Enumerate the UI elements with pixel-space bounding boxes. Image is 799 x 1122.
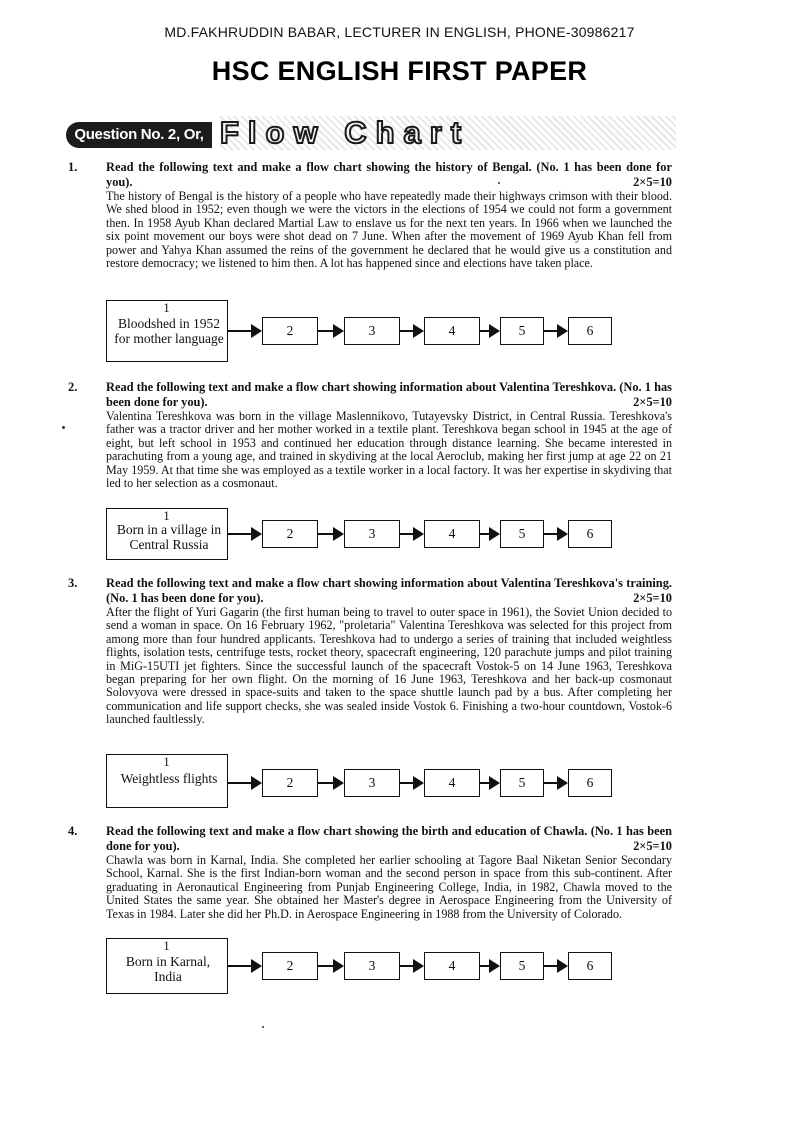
question-number: 1. (68, 160, 78, 174)
flow-step-3: 3 (344, 769, 400, 797)
question-label: Question No. 2, Or, (66, 122, 212, 148)
flow-step-5: 5 (500, 317, 544, 345)
flow-step-3: 3 (344, 317, 400, 345)
question-instruction: Read the following text and make a flow chart showing the birth and education of Chawla. (No. 1 has been done for you). (106, 824, 672, 853)
flow-step-3: 3 (344, 520, 400, 548)
flow-step-5: 5 (500, 520, 544, 548)
flow-step-text: Born in Karnal, India (125, 954, 211, 984)
flow-step-text: Weightless flights (120, 771, 218, 786)
question-passage: The history of Bengal is the history of a people who have repeatedly made their highways crimson with their blood. We shed blood in 1952; even though we were the victors in the elections of 1954 we could not form a government then. In 1958 Ayub Khan declared Martial Law to enslave us for the next ten years. In 1966 when we launched the six point movement our boys were shot dead on 7 June. When after the movement of 1969 Ayub Khan fell from power and Yahya Khan assumed the reins of the government he declared that he would give us a constitution and restore democracy; we listened to him then. A lot has happened since and elections have taken place. (106, 189, 672, 271)
flow-arrow (228, 960, 262, 972)
flow-step-2: 2 (262, 769, 318, 797)
flow-arrow (480, 325, 500, 337)
question-instruction: Read the following text and make a flow chart showing information about Valentina Tereshkova. (No. 1 has been done for you). (106, 380, 672, 409)
flow-arrow (400, 777, 424, 789)
marks-label: 2×5=10 (633, 839, 672, 853)
flow-step-number: 1 (163, 755, 170, 769)
document-title: HSC ENGLISH FIRST PAPER (211, 56, 588, 86)
flow-arrow (318, 960, 344, 972)
flow-chart (106, 938, 626, 1002)
flow-step-5: 5 (500, 769, 544, 797)
question-number: 4. (68, 824, 78, 838)
flow-arrow (544, 528, 568, 540)
question-instruction: Read the following text and make a flow chart showing information about Valentina Tereshkova's training. (No. 1 has been done for you). (106, 576, 672, 605)
flow-step-5: 5 (500, 952, 544, 980)
marks-label: 2×5=10 (633, 395, 672, 409)
question-number: 3. (68, 576, 78, 590)
scan-speck (498, 182, 500, 184)
section-banner (66, 115, 676, 150)
flow-step-2: 2 (262, 952, 318, 980)
flow-arrow (318, 777, 344, 789)
question-heading (106, 160, 672, 190)
flow-arrow (400, 960, 424, 972)
flow-step-4: 4 (424, 317, 480, 345)
flow-arrow (480, 960, 500, 972)
flow-step-6: 6 (568, 317, 612, 345)
flow-step-6: 6 (568, 952, 612, 980)
question-passage: After the flight of Yuri Gagarin (the first human being to travel to outer space in 1961), the Soviet Union decided to send a woman in space. On 16 February 1962, "proletaria" Valentina Tereshkova was selected for this project from among more than four hundred applicants. Tereshkova had to undergo a series of training that included weightless flights, isolation tests, centrifuge tests, rocket theory, spacecraft engineering, 120 parachute jumps and pilot training in MiG-15UTI jet fighters. Since the successful launch of the spacecraft Vostok-5 on 14 June 1963, Tereshkova began preparing for her own flight. On the morning of 16 June 1963, Tereshkova and her back-up cosmonaut Solovyova were dressed in space-suits and taken to the space shuttle launch pad by a bus. After completing her communication and life support checks, she was sealed inside Vostok 6. Finishing a two-hour countdown, Vostok-6 launched faultlessly. (106, 605, 672, 727)
flow-step-6: 6 (568, 520, 612, 548)
flow-step-4: 4 (424, 520, 480, 548)
flow-step-text: Bloodshed in 1952 for mother language (114, 316, 224, 346)
flow-step-number: 1 (163, 301, 170, 315)
flow-step-2: 2 (262, 520, 318, 548)
flow-arrow (228, 528, 262, 540)
flow-arrow (228, 777, 262, 789)
flow-chart (106, 754, 626, 818)
scan-speck (62, 426, 65, 429)
flow-step-number: 1 (163, 509, 170, 523)
question-heading (106, 380, 672, 410)
flow-step-4: 4 (424, 769, 480, 797)
flow-arrow (544, 325, 568, 337)
question-heading (106, 576, 672, 606)
flow-chart (106, 508, 626, 572)
question-instruction: Read the following text and make a flow chart showing the history of Bengal. (No. 1 has been done for you). (106, 160, 672, 189)
question-number: 2. (68, 380, 78, 394)
flow-step-1 (106, 754, 228, 808)
scan-speck (262, 1026, 264, 1028)
flow-step-1 (106, 300, 228, 362)
flow-step-1 (106, 508, 228, 560)
flow-arrow (318, 528, 344, 540)
question-passage: Chawla was born in Karnal, India. She completed her earlier schooling at Tagore Baal Niketan Senior Secondary School, Karnal. She is the first Indian-born woman and the second person in space from this sub-continent. After graduating in Aeronautical Engineering from Punjab Engineering College, India, in 1982, Chawla moved to the United States the same year. She obtained her Master's degree in Aerospace Engineering from the University of Texas in 1984. Later she did her Ph.D. in Aerospace Engineering in 1988 from the University of Colorado. (106, 853, 672, 921)
flow-arrow (480, 777, 500, 789)
flow-step-6: 6 (568, 769, 612, 797)
flow-step-3: 3 (344, 952, 400, 980)
flow-step-1 (106, 938, 228, 994)
question-passage: Valentina Tereshkova was born in the village Maslennikovo, Tutayevsky District, in Central Russia. Tereshkova's father was a tractor driver and her mother worked in a textile plant. Tereshkova began school in 1945 at the age of eight, but left school in 1953 and continued her education through distance learning. She became interested in parachuting from a young age, and trained in skydiving at the local Aeroclub, making her first jump at age 22 on 21 May 1959. At that time she was employed as a textile worker in a local factory. It was her expertise in skydiving that led to her selection as a cosmonaut. (106, 409, 672, 491)
flow-arrow (228, 325, 262, 337)
flow-step-text: Born in a village in Central Russia (116, 522, 222, 552)
question-heading (106, 824, 672, 854)
flow-arrow (400, 325, 424, 337)
flow-arrow (480, 528, 500, 540)
flow-step-2: 2 (262, 317, 318, 345)
marks-label: 2×5=10 (633, 175, 672, 189)
flow-arrow (544, 960, 568, 972)
marks-label: 2×5=10 (633, 591, 672, 605)
flow-arrow (544, 777, 568, 789)
flow-arrow (400, 528, 424, 540)
flow-arrow (318, 325, 344, 337)
flow-chart (106, 300, 626, 364)
section-heading: Flow Chart (220, 116, 676, 150)
flow-step-number: 1 (163, 939, 170, 953)
flow-step-4: 4 (424, 952, 480, 980)
author-header: MD.FAKHRUDDIN BABAR, LECTURER IN ENGLISH, PHONE-30986217 (164, 24, 635, 40)
